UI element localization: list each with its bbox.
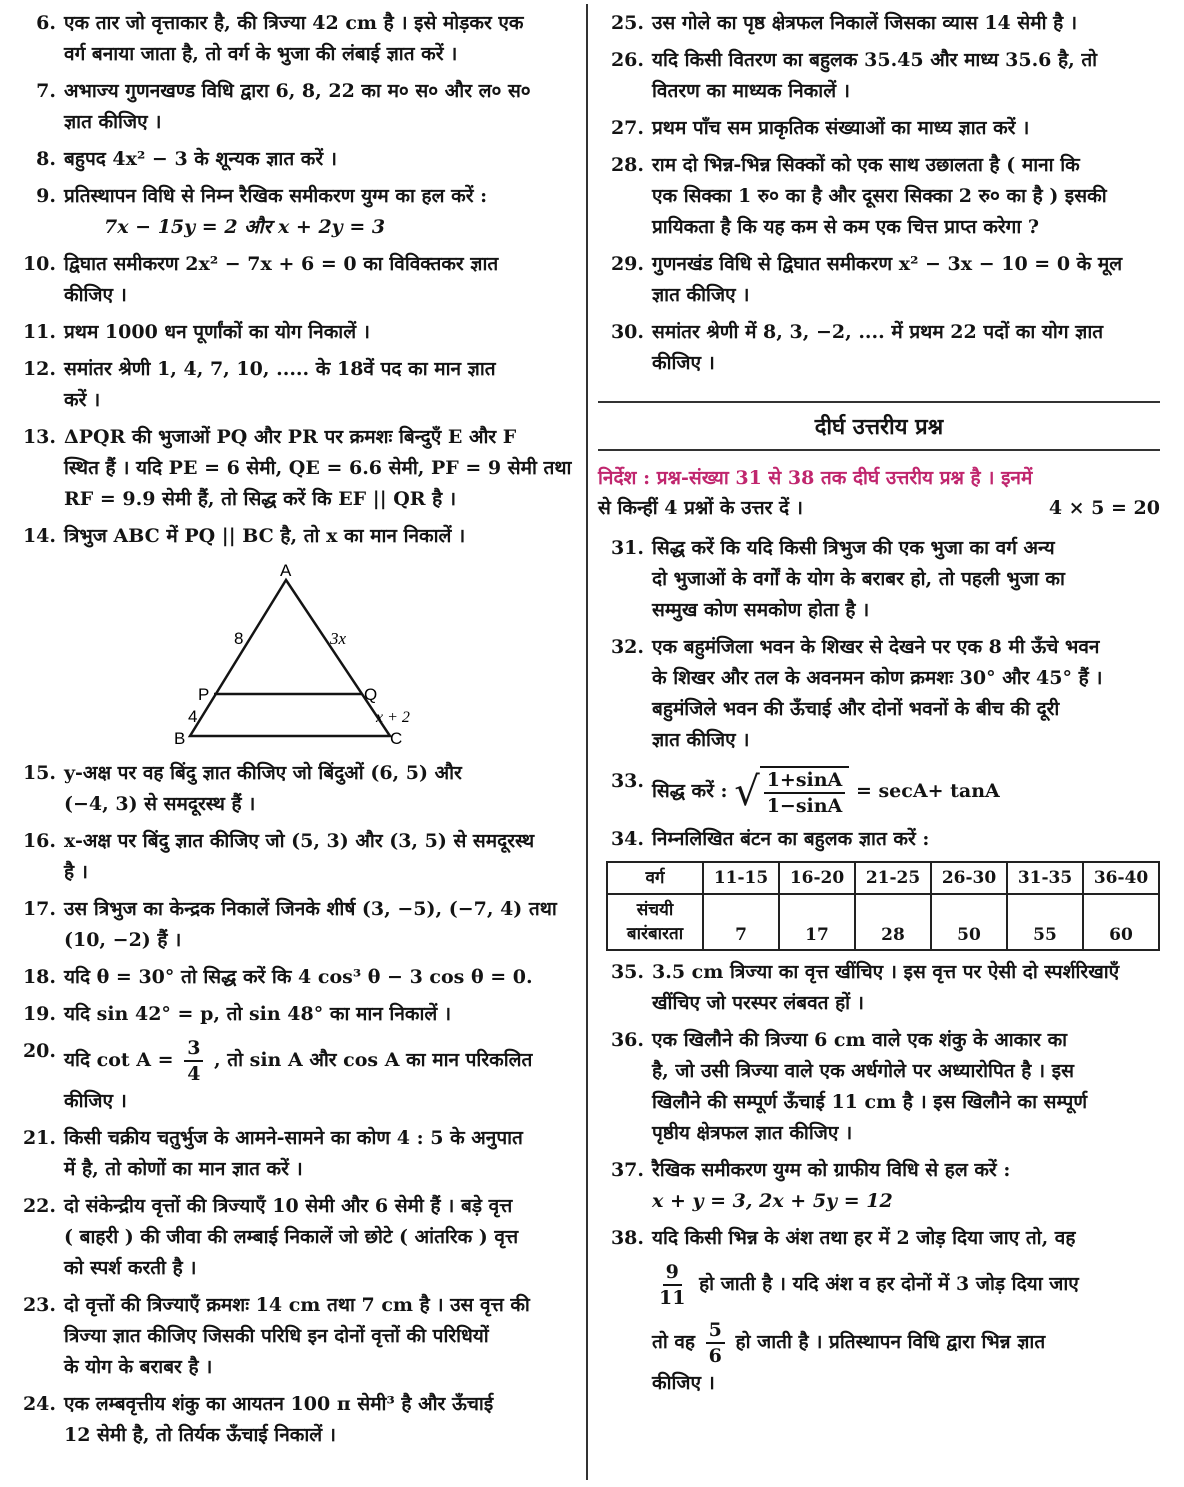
text-line: स्थित हैं । यदि PE = 6 सेमी, QE = 6.6 सेमी, PF = 9 सेमी तथा [64,457,572,479]
question-11 [10,317,576,348]
text-line: x-अक्ष पर बिंदु ज्ञात कीजिए जो (5, 3) और (3, 5) से समदूरस्थ [64,830,535,852]
text-line: वितरण का माध्यक निकालें । [652,80,850,102]
fraction-denominator: 6 [708,1345,722,1367]
question-31 [598,533,1160,626]
fraction [764,768,846,818]
question-text [64,181,576,243]
text-line: यदि किसी वितरण का बहुलक 35.45 और माध्य 35.6 है, तो [652,49,1098,71]
question-number: 22. [22,1195,56,1217]
text-line: किसी चक्रीय चतुर्भुज के आमने-सामने का कोण 4 : 5 के अनुपात [64,1127,523,1149]
question-number: 8. [36,148,56,170]
text-fragment: = secA+ tanA [855,780,1000,802]
text-line: सिद्ध करें कि यदि किसी त्रिभुज की एक भुजा का वर्ग अन्य [652,537,1055,559]
side-label-ap: 8 [234,629,244,648]
question-number: 17. [22,898,56,920]
point-label-q: Q [364,685,378,704]
question-number: 30. [610,321,644,343]
question-number: 6. [36,12,56,34]
section-rule-bottom [598,449,1160,451]
text-line: एक बहुमंजिला भवन के शिखर से देखने पर एक 8 मी ऊँचे भवन [652,636,1100,658]
section-instruction [598,463,1160,523]
text-line: ΔPQR की भुजाओं PQ और PR पर क्रमशः बिन्दुएँ E और F [64,426,517,448]
radical-icon: √ [734,769,760,815]
table-cell: 16-20 [779,862,855,894]
question-19 [10,999,576,1030]
question-37 [598,1155,1160,1217]
question-text: उस गोले का पृष्ठ क्षेत्रफल निकालें जिसका व्यास 14 सेमी है । [652,12,1078,34]
text-line: कीजिए । [652,1372,715,1394]
table-cell: 50 [931,894,1007,950]
question-7 [10,76,576,138]
question-17 [10,894,576,956]
text-line: यदि किसी भिन्न के अंश तथा हर में 2 जोड़ दिया जाए तो, वह [652,1227,1076,1249]
text-line: RF = 9.9 सेमी हैं, तो सिद्ध करें कि EF || QR है । [64,488,457,510]
question-15 [10,758,576,820]
text-line: एक सिक्का 1 रु० का है और दूसरा सिक्का 2 रु० का है ) इसकी [652,185,1107,207]
question-38 [598,1223,1160,1399]
text-fragment: तो वह [652,1331,696,1353]
left-column [10,8,576,1457]
text-line: प्रतिस्थापन विधि से निम्न रैखिक समीकरण युग्म का हल करें : [64,185,488,207]
text-line: कीजिए । [652,352,715,374]
text-line: रैखिक समीकरण युग्म को ग्राफीय विधि से हल करें : [652,1159,1011,1181]
table-cell: 17 [779,894,855,950]
question-text [652,249,1160,311]
question-number: 24. [22,1393,56,1415]
question-number: 31. [610,537,644,559]
fraction-numerator: 5 [706,1318,725,1344]
vertex-label-c: C [390,729,403,748]
fraction-numerator: 3 [184,1036,203,1062]
text-line: राम दो भिन्न-भिन्न सिक्कों को एक साथ उछालता है ( माना कि [652,154,1080,176]
question-number: 15. [22,762,56,784]
text-line: ज्ञात कीजिए । [652,729,750,751]
question-14 [10,521,576,552]
question-text: यदि θ = 30° तो सिद्ध करें कि 4 cos³ θ − 3 cos θ = 0. [64,966,533,988]
fraction-denominator: 11 [659,1287,686,1309]
vertex-label-b: B [174,729,186,748]
triangle-diagram [50,558,570,758]
question-text: प्रथम पाँच सम प्राकृतिक संख्याओं का माध्य ज्ञात करें । [652,117,1030,139]
question-number: 12. [22,358,56,380]
question-text [64,826,576,888]
table-cell: 26-30 [931,862,1007,894]
question-26 [598,45,1160,107]
question-text [652,1223,1160,1399]
text-line: करें । [64,389,101,411]
text-line: के योग के बराबर है । [64,1356,213,1378]
text-line: ( बाहरी ) की जीवा की लम्बाई निकालें जो छोटे ( आंतरिक ) वृत्त [64,1226,519,1248]
table-cell: 7 [703,894,779,950]
triangle-abc [190,580,390,736]
side-label-qc: x + 2 [376,709,410,726]
question-30 [598,317,1160,379]
fraction [706,1318,725,1368]
text-line: द्विघात समीकरण 2x² − 7x + 6 = 0 का विविक्तकर ज्ञात [64,253,499,275]
right-column [598,8,1160,1405]
question-number: 10. [22,253,56,275]
question-number: 37. [610,1159,644,1181]
question-27 [598,113,1160,144]
question-text: त्रिभुज ABC में PQ || BC है, तो x का मान निकालें । [64,525,466,547]
equation-line: 7x − 15y = 2 और x + 2y = 3 [104,216,386,238]
question-number: 29. [610,253,644,275]
question-text [64,894,576,956]
question-number: 13. [22,426,56,448]
text-line: 12 सेमी है, तो तिर्यक ऊँचाई निकालें । [64,1424,336,1446]
question-10 [10,249,576,311]
text-line: सम्मुख कोण समकोण होता है । [652,599,870,621]
question-text [64,1036,576,1117]
table-cell: 36-40 [1083,862,1159,894]
text-line: है, जो उसी त्रिज्या वाले एक अर्धगोले पर अध्यारोपित है । इस [652,1060,1074,1082]
question-28 [598,150,1160,243]
text-line: एक तार जो वृत्ताकार है, की त्रिज्या 42 cm है । इसे मोड़कर एक [64,12,524,34]
question-number: 35. [610,961,644,983]
instruction-text: निर्देश : प्रश्न-संख्या 31 से 38 तक दीर्घ उत्तरीय प्रश्न है । इनमें [598,467,1033,489]
fraction [656,1260,688,1310]
question-16 [10,826,576,888]
question-number: 33. [610,770,644,792]
question-number: 25. [610,12,644,34]
question-text: निम्नलिखित बंटन का बहुलक ज्ञात करें : [652,828,930,850]
text-line: त्रिज्या ज्ञात कीजिए जिसकी परिधि इन दोनों वृत्तों की परिधियों [64,1325,489,1347]
text-line: कीजिए । [64,1090,127,1112]
question-text: प्रथम 1000 धन पूर्णांकों का योग निकालें । [64,321,370,343]
question-12 [10,354,576,416]
question-9 [10,181,576,243]
question-text [64,76,576,138]
triangle-figure [50,558,570,758]
text-line: वर्ग बनाया जाता है, तो वर्ग के भुजा की लंबाई ज्ञात करें । [64,43,458,65]
text-line: अभाज्य गुणनखण्ड विधि द्वारा 6, 8, 22 का म० स० और ल० स० [64,80,531,102]
question-18 [10,962,576,993]
question-text: बहुपद 4x² − 3 के शून्यक ज्ञात करें । [64,148,337,170]
question-text [652,957,1160,1019]
cell-line: बारंबारता [626,924,684,944]
text-line: उस त्रिभुज का केन्द्रक निकालें जिनके शीर्ष (3, −5), (−7, 4) तथा [64,898,557,920]
question-text [64,354,576,416]
question-34 [598,824,1160,855]
fraction-numerator: 9 [663,1260,682,1286]
question-number: 16. [22,830,56,852]
marks-scheme: 4 × 5 = 20 [1048,497,1160,519]
question-text [652,766,1160,818]
question-20 [10,1036,576,1117]
question-text [64,1191,576,1284]
distribution-table [606,861,1160,951]
text-line: समांतर श्रेणी में 8, 3, −2, .... में प्रथम 22 पदों का योग ज्ञात [652,321,1104,343]
text-fragment: यदि cot A = [64,1049,174,1071]
table-header-cell [607,894,703,950]
table-row [607,862,1159,894]
question-number: 19. [22,1003,56,1025]
fraction-numerator: 1+sinA [764,768,846,794]
question-21 [10,1123,576,1185]
text-line: बहुमंजिले भवन की ऊँचाई और दोनों भवनों के बीच की दूरी [652,698,1060,720]
question-29 [598,249,1160,311]
question-33 [598,766,1160,818]
text-line: (10, −2) हैं । [64,929,182,951]
question-25 [598,8,1160,39]
question-number: 9. [36,185,56,207]
square-root [734,766,849,818]
text-line: ज्ञात कीजिए । [652,284,750,306]
text-line: दो भुजाओं के वर्गों के योग के बराबर हो, तो पहली भुजा का [652,568,1065,590]
question-number: 34. [610,828,644,850]
text-fragment: , तो sin A और cos A का मान परिकलित [214,1049,533,1071]
question-23 [10,1290,576,1383]
side-label-aq: 3x [330,629,347,648]
question-text [652,317,1160,379]
vertex-label-a: A [280,561,292,580]
question-text [64,758,576,820]
text-line: खिलौने की सम्पूर्ण ऊँचाई 11 cm है । इस खिलौने का सम्पूर्ण [652,1091,1088,1113]
question-32 [598,632,1160,756]
text-fragment: सिद्ध करें : [652,780,728,802]
column-divider [586,4,588,1480]
text-line: 3.5 cm त्रिज्या का वृत्त खींचिए । इस वृत्त पर ऐसी दो स्पर्शरिखाएँ [652,961,1120,983]
text-line: के शिखर और तल के अवनमन कोण क्रमशः 30° और 45° हैं । [652,667,1103,689]
table-cell: 31-35 [1007,862,1083,894]
text-line: दो संकेन्द्रीय वृत्तों की त्रिज्याएँ 10 सेमी और 6 सेमी हैं । बड़े वृत्त [64,1195,513,1217]
side-label-pb: 4 [188,707,198,726]
question-24 [10,1389,576,1451]
question-text [64,8,576,70]
question-number: 11. [22,321,56,343]
question-text [652,45,1160,107]
question-35 [598,957,1160,1019]
text-line: खींचिए जो परस्पर लंबवत हों । [652,992,864,1014]
instruction-text-2: से किन्हीं 4 प्रश्नों के उत्तर दें । [598,497,803,519]
text-line: को स्पर्श करती है । [64,1257,197,1279]
table-cell: 28 [855,894,931,950]
question-6 [10,8,576,70]
question-number: 28. [610,154,644,176]
text-line: कीजिए । [64,284,127,306]
equation-line: x + y = 3, 2x + 5y = 12 [652,1190,893,1212]
text-line: में है, तो कोणों का मान ज्ञात करें । [64,1158,303,1180]
table-cell: 21-25 [855,862,931,894]
text-line: ज्ञात कीजिए । [64,111,162,133]
text-line: समांतर श्रेणी 1, 4, 7, 10, ..... के 18वें पद का मान ज्ञात [64,358,496,380]
question-number: 32. [610,636,644,658]
fraction [184,1036,203,1086]
text-line: एक लम्बवृत्तीय शंकु का आयतन 100 π सेमी³ है और ऊँचाई [64,1393,494,1415]
question-text [64,422,576,515]
table-cell: 11-15 [703,862,779,894]
question-number: 38. [610,1227,644,1249]
text-fragment: हो जाती है । यदि अंश व हर दोनों में 3 जोड़ दिया जाए [699,1273,1079,1295]
table-cell: 60 [1083,894,1159,950]
question-text [652,150,1160,243]
question-number: 36. [610,1029,644,1051]
fraction-denominator: 1−sinA [766,795,843,817]
table-row [607,894,1159,950]
question-number: 14. [22,525,56,547]
text-line: एक खिलौने की त्रिज्या 6 cm वाले एक शंकु के आकार का [652,1029,1068,1051]
table-cell: 55 [1007,894,1083,950]
text-line: गुणनखंड विधि से द्विघात समीकरण x² − 3x − 10 = 0 के मूल [652,253,1123,275]
fraction-denominator: 4 [187,1063,201,1085]
question-text [64,1290,576,1383]
table-header-cell: वर्ग [607,862,703,894]
question-number: 7. [36,80,56,102]
text-line: पृष्ठीय क्षेत्रफल ज्ञात कीजिए । [652,1122,853,1144]
question-number: 26. [610,49,644,71]
cell-line: संचयी [636,900,674,920]
text-fragment: हो जाती है । प्रतिस्थापन विधि द्वारा भिन्न ज्ञात [735,1331,1046,1353]
question-number: 18. [22,966,56,988]
question-text [652,1025,1160,1149]
question-13 [10,422,576,515]
question-text [64,249,576,311]
question-text [652,632,1160,756]
question-text [652,1155,1160,1217]
question-text: यदि sin 42° = p, तो sin 48° का मान निकालें । [64,1003,452,1025]
question-36 [598,1025,1160,1149]
question-number: 23. [22,1294,56,1316]
question-number: 20. [22,1040,56,1062]
question-22 [10,1191,576,1284]
point-label-p: P [198,685,210,704]
section-title: दीर्घ उत्तरीय प्रश्न [814,414,944,440]
text-line: y-अक्ष पर वह बिंदु ज्ञात कीजिए जो बिंदुओं (6, 5) और [64,762,462,784]
question-text [64,1389,576,1451]
question-text [64,1123,576,1185]
section-rule-top [598,401,1160,403]
text-line: (−4, 3) से समदूरस्थ हैं । [64,793,256,815]
text-line: दो वृत्तों की त्रिज्याएँ क्रमशः 14 cm तथा 7 cm है । उस वृत्त की [64,1294,530,1316]
question-number: 27. [610,117,644,139]
question-8 [10,144,576,175]
text-line: प्रायिकता है कि यह कम से कम एक चित्त प्राप्त करेगा ? [652,216,1039,238]
text-line: है । [64,861,88,883]
question-number: 21. [22,1127,56,1149]
question-text [652,533,1160,626]
